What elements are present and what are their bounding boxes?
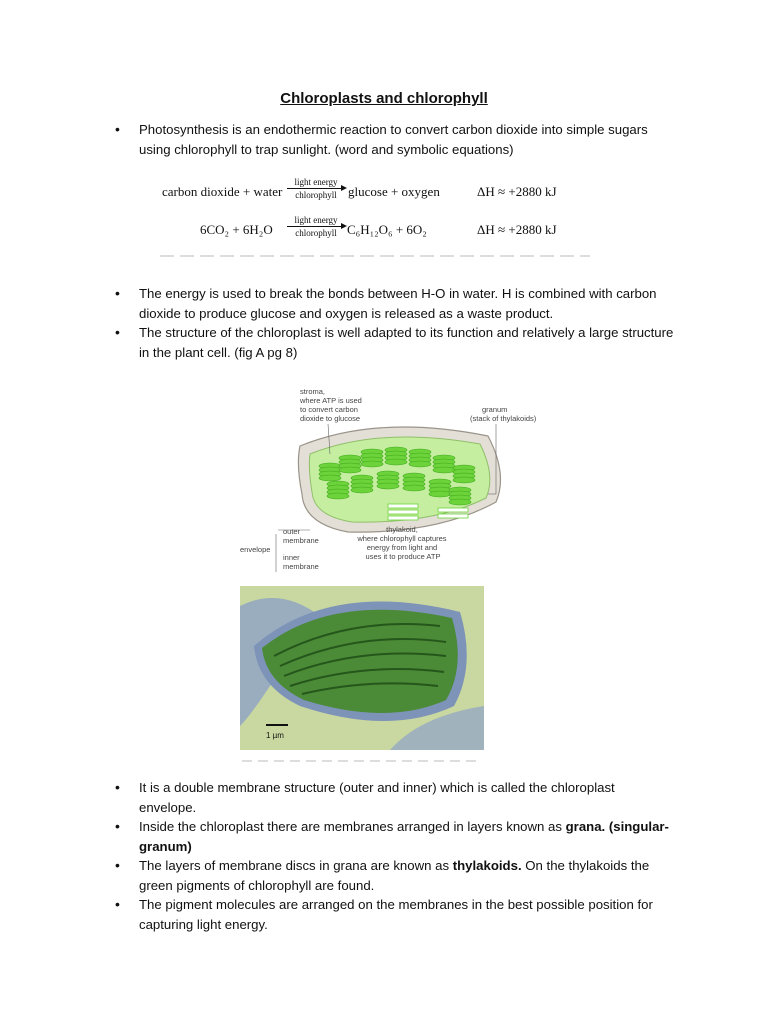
symbolic-equation-right: C₆H₁₂O₆ + 6O₂ (347, 222, 427, 237)
word-equation-right: glucose + oxygen (348, 184, 440, 199)
faint-caption-line (242, 760, 482, 762)
thylakoid-label: thylakoid, where chlorophyll captures energy from light and uses it to produce ATP (357, 525, 447, 561)
arrow-bottom-label: chlorophyll (295, 228, 337, 238)
outer-membrane-label: outer membrane (283, 527, 319, 545)
thylakoids-term: thylakoids. (452, 858, 522, 873)
bullet-item: • It is a double membrane structure (outer and inner) which is called the chloroplast envelope. (115, 778, 675, 817)
grana-term: grana. (singular-granum) (139, 819, 669, 854)
arrow-icon (287, 226, 345, 227)
word-equation-left: carbon dioxide + water (162, 184, 283, 199)
chloroplast-diagram (238, 384, 537, 584)
bullet-item: • The energy is used to break the bonds between H-O in water. H is combined with carbon dioxide to produce glucose and oxygen is released as a waste product. (115, 284, 675, 323)
word-equation-arrow (287, 177, 345, 200)
bullet-item: • The structure of the chloroplast is well adapted to its function and relatively a large structure in the plant cell. (fig A pg 8) (115, 323, 675, 362)
bullet-item: • Inside the chloroplast there are membranes arranged in layers known as grana. (singular-granum) (115, 817, 675, 856)
envelope-label: envelope (240, 545, 271, 554)
stroma-label: stroma, where ATP is used to convert carbon dioxide to glucose (300, 387, 362, 423)
bullet-list-intro (115, 120, 675, 159)
bullet-item: • The pigment molecules are arranged on the membranes in the best possible position for capturing light energy. (115, 895, 675, 934)
bullet-list-energy (115, 284, 675, 362)
symbolic-equation-arrow (287, 215, 345, 238)
chloroplast-micrograph (240, 586, 484, 750)
symbolic-equation-delta: ΔH ≈ +2880 kJ (477, 222, 557, 237)
page-title: Chloroplasts and chlorophyll (280, 90, 488, 107)
faint-caption-line (160, 255, 590, 257)
arrow-icon (287, 188, 345, 189)
scale-label: 1 µm (266, 731, 284, 740)
word-equation-delta: ΔH ≈ +2880 kJ (477, 184, 557, 199)
bullet-item: • Photosynthesis is an endothermic reaction to convert carbon dioxide into simple sugars using chlorophyll to trap sunlight. (word and symbolic equations) (115, 120, 675, 159)
granum-label: granum (stack of thylakoids) (470, 405, 537, 423)
bullet-list-structure (115, 778, 675, 934)
symbolic-equation-left: 6CO₂ + 6H₂O (200, 222, 273, 237)
arrow-bottom-label: chlorophyll (295, 190, 337, 200)
arrow-top-label: light energy (294, 215, 338, 225)
scale-bar (266, 724, 288, 726)
inner-membrane-label: inner membrane (283, 553, 319, 571)
arrow-top-label: light energy (294, 177, 338, 187)
bullet-item: • The layers of membrane discs in grana are known as thylakoids. On the thylakoids the green pigments of chlorophyll are found. (115, 856, 675, 895)
